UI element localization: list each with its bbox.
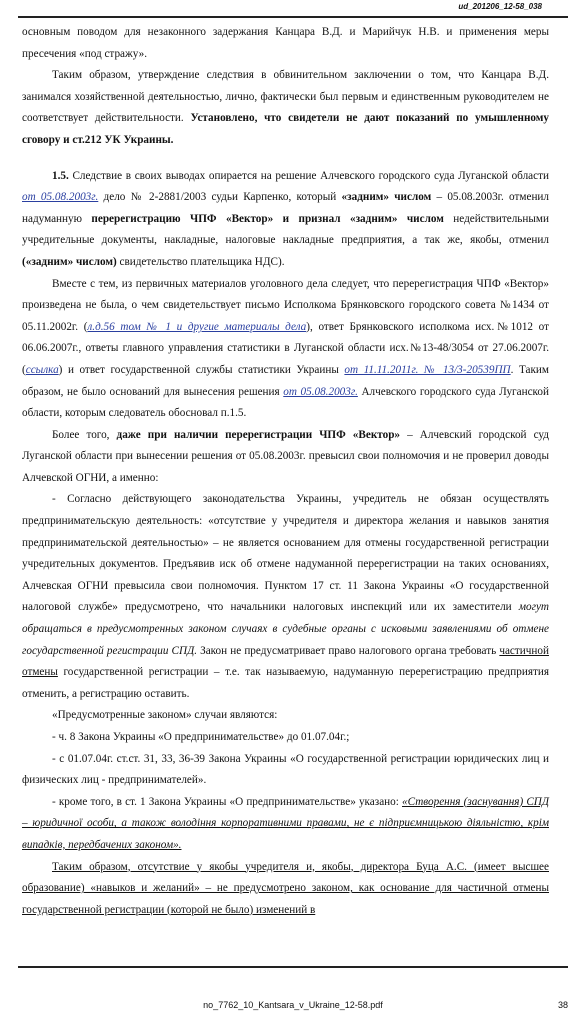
paragraph-text: - Согласно действующего законодательства Украины, учредитель не обязан осуществлять предпринимательскую деятельность: «отсутствие у учредителя и директора желания и навыков занятия предпринимательской деятельностью» – не является основанием для отмены государственной регистрации учредительных документов. Предъявив иск об отмене надуманной перерегистрации на таких основаниях, Алчевская ОГНИ превысила свои полномочия. Пунктом 17 ст. 11 Закона Украины «О государственной налоговой службе» предусмотрено, что начальники налоговых инспекций или их заместители — [22, 493, 549, 614]
bold-phrase: («задним» числом) — [22, 255, 117, 268]
paragraph-text: государственной регистрации – т.е. так называемую, надуманную перерегистрацию предприятия отменить, а регистрацию оставить. — [22, 666, 549, 700]
paragraph-text: Таким образом, утверждение следствия в обвинительном заключении о том, что Канцара В.Д. занимался хозяйственной деятельностью, лично, фактически был первым и единственным руководителем не соответствует действительности. — [22, 69, 549, 125]
list-item: - с 01.07.04г. ст.ст. 31, 33, 36-39 Закона Украины «О государственной регистрации юридических лиц и физических лиц - предпринимателей». — [22, 752, 549, 787]
underlined-phrase: частичной отмены — [22, 644, 549, 679]
paragraph-final: Таким образом, отсутствие у якобы учредителя и, якобы, директора Буца А.С. (имеет высшее образование) «навыков и желаний» – не предусмотрено законом, как основание для частичной отмены государственной регистрации (которой не было) изменений в — [22, 860, 549, 916]
paragraph-text: - кроме того, в ст. 1 Закона Украины «О предпринимательстве» указано: — [52, 795, 402, 808]
paragraph-text: свидетельство плательщика НДС). — [116, 255, 285, 268]
statistics-letter-link[interactable]: от 11.11.2011г. № 13/3-20539ПП — [344, 363, 511, 376]
paragraph-text: ) и ответ государственной службы статистики Украины — [58, 363, 345, 376]
paragraph-evidence — [22, 274, 549, 425]
paragraph-legislation — [22, 489, 549, 705]
italic-underlined-quote: «Створення (заснування) СПД – юридичної особи, а також володіння корпоративними правами, не є підприємницькою діяльністю, крім випадків, передбачених законом». — [22, 795, 549, 851]
paragraph-text: . Таким образом, не было оснований для вынесения решения — [22, 363, 549, 398]
paragraph-text: Алчевского городского суда Луганской области, которым следователь обосновал п.1.5. — [22, 385, 550, 420]
bold-phrase: перерегистрацию ЧПФ «Вектор» и признал «задним» числом — [91, 212, 444, 225]
top-rule — [18, 16, 568, 18]
page-number: 38 — [557, 1000, 568, 1010]
paragraph-text: дело № 2-2881/2003 судьи Карпенко, который — [98, 191, 342, 204]
paragraph-text: ), ответ Брянковского исполкома исх.№1012 от 06.06.2007г., ответы главного управления статистики в Луганской области исх.№13-48/3054 от 27.06.2007г. ( — [22, 320, 550, 376]
bold-phrase: даже при наличии перерегистрации ЧПФ «Вектор» — [116, 428, 401, 441]
paragraph-text: недействительными учредительные документы, накладные, налоговые накладные предприятия, а так же, якобы, отменил — [22, 212, 549, 247]
bold-phrase: «задним» числом — [341, 191, 432, 204]
case-file-link[interactable]: л.д.56 том № 1 и другие материалы дела — [87, 320, 307, 333]
paragraph-text: Закон не предусматривает право налогового органа требовать — [197, 644, 500, 657]
paragraph-text: – 05.08.2003г. отменил надуманную — [22, 191, 549, 225]
bottom-rule — [18, 966, 568, 968]
footer-filename: no_7762_10_Kantsara_v_Ukraine_12-58.pdf — [203, 1000, 383, 1010]
list-item: - ч. 8 Закона Украины «О предпринимательстве» до 01.07.04г.; — [52, 731, 350, 743]
paragraph-text: Вместе с тем, из первичных материалов уголовного дела следует, что перерегистрация ЧПФ «Вектор» произведена не была, о чем свидетельствует письмо Исполкома Брянковского городского совета №1434 от 05.11.2002г. ( — [22, 277, 549, 333]
paragraph-section-1-5 — [22, 166, 549, 274]
paragraph-text: Более того, — [52, 428, 117, 441]
bold-statement: Установлено, что свидетели не дают показаний по умышленному сговору и ст.212 УК Украины. — [22, 112, 549, 146]
reference-link[interactable]: ссылка — [25, 363, 59, 376]
paragraph-conclusion — [22, 65, 549, 151]
italic-quote: могут обращаться в предусмотренных законом случаях в судебные органы с исковыми заявлениями об отмене государственной регистрации СПД. — [22, 601, 549, 657]
paragraph-text: – Алчевский городской суд Луганской области при вынесении решения от 05.08.2003г. превысил свои полномочия и не проверил доводы Алчевской ОГНИ, а именно: — [22, 428, 549, 484]
paragraph-continuation: основным поводом для незаконного задержания Канцара В.Д. и Марийчук Н.В. и применения меры пресечения «под стражу». — [22, 26, 549, 60]
page-body — [22, 22, 549, 921]
date-link[interactable]: от 05.08.2003г. — [283, 385, 358, 398]
list-item — [22, 792, 549, 857]
paragraph-cases-intro: «Предусмотренные законом» случаи являются: — [52, 709, 278, 722]
document-id-header: ud_201206_12-58_038 — [458, 2, 542, 11]
paragraph-court-overreach — [22, 425, 549, 490]
date-link[interactable]: от 05.08.2003г. — [22, 191, 99, 204]
section-number: 1.5. — [52, 169, 69, 182]
paragraph-text: Следствие в своих выводах опирается на решение Алчевского городского суда Луганской области — [68, 169, 549, 182]
